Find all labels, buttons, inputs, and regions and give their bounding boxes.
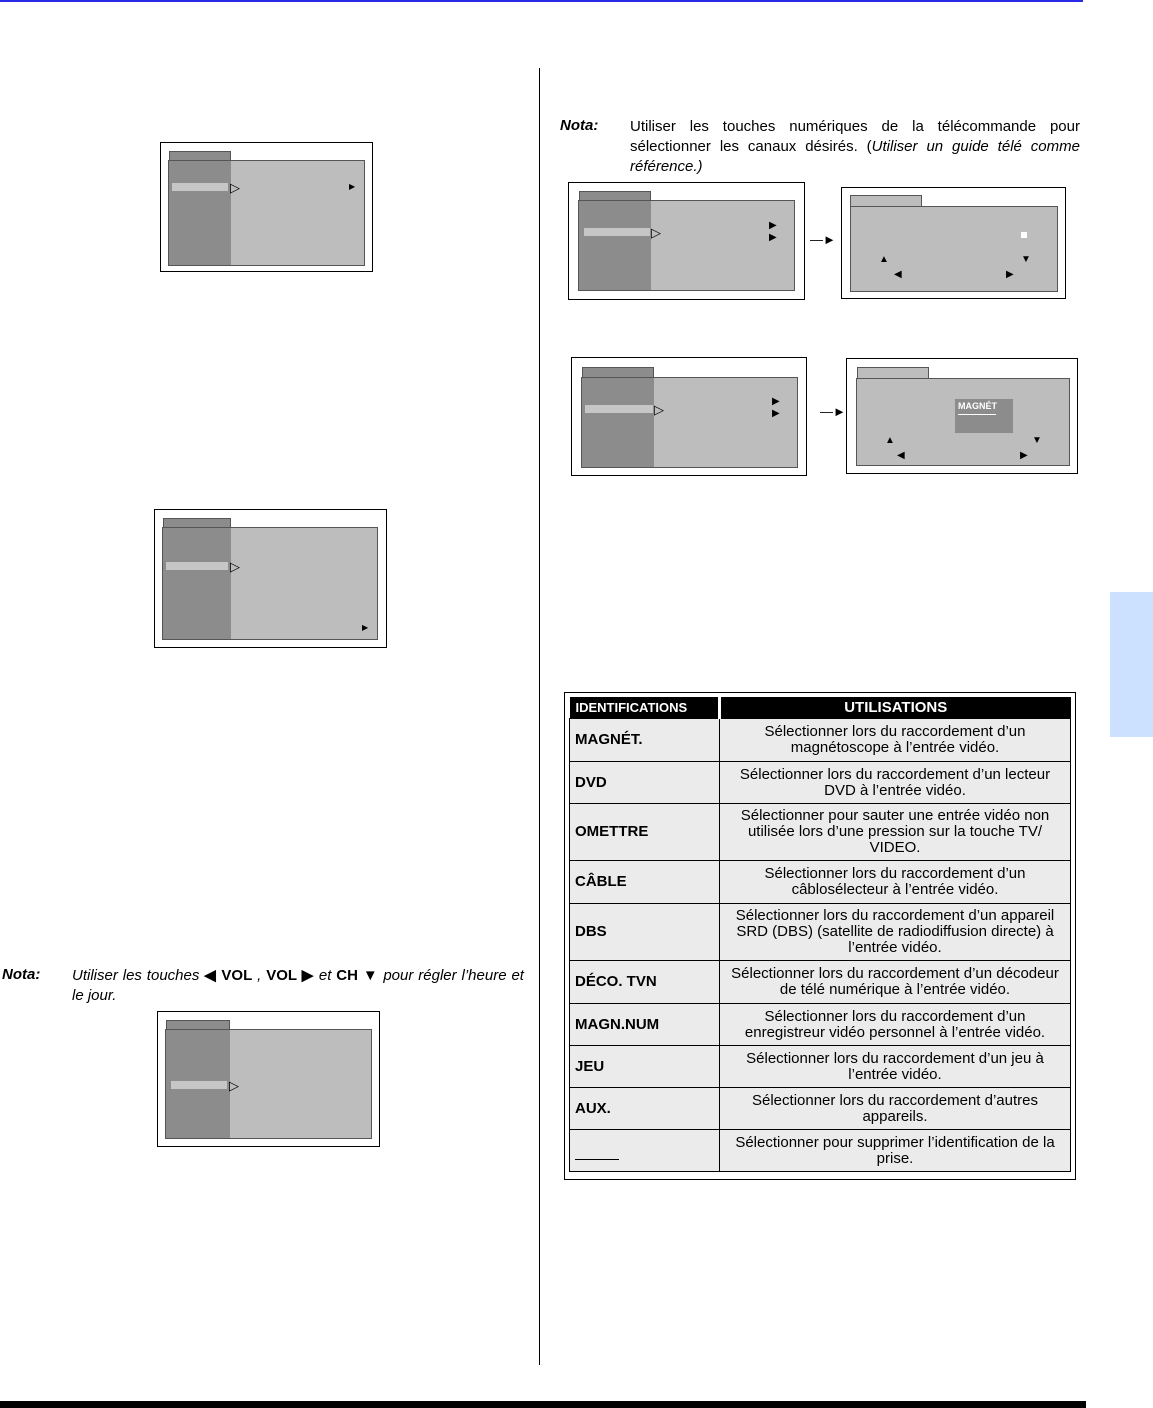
menu-screen-2 xyxy=(154,509,387,648)
menu-left-pane xyxy=(163,528,231,639)
row-use: Sélectionner lors du raccordement d’un enregistreur vidéo personnel à l’entrée vidéo. xyxy=(720,1004,1071,1046)
pointer-icon: ▷ xyxy=(230,180,240,195)
row-use: Sélectionner lors du raccordement d’un magnétoscope à l’entrée vidéo. xyxy=(720,719,1071,762)
pointer-icon: ▷ xyxy=(230,559,240,574)
note-label-right: Nota: xyxy=(560,117,599,134)
note-text-part: , xyxy=(252,967,267,984)
row-id: DÉCO. TVN xyxy=(570,961,720,1004)
note-label-left: Nota: xyxy=(2,966,41,983)
label-underline xyxy=(958,414,996,415)
table-row xyxy=(570,961,1071,1004)
flow-arrow-icon: —► xyxy=(820,404,846,419)
row-id: MAGN.NUM xyxy=(570,1004,720,1046)
pointer-icon: ▷ xyxy=(651,225,661,240)
row-id: MAGNÉT. xyxy=(570,719,720,762)
arrow-right-icon: ▶ xyxy=(1020,450,1028,461)
table-row xyxy=(570,719,1071,762)
label-screen xyxy=(846,358,1078,474)
note-text-italic: Utiliser un guide télé comme référence.) xyxy=(630,138,1080,175)
arrow-right-icon: ▶ xyxy=(362,623,369,632)
table-row xyxy=(570,804,1071,861)
row-use: Sélectionner lors du raccordement d’autres appareils. xyxy=(720,1088,1071,1130)
pointer-icon: ▷ xyxy=(229,1078,239,1093)
channel-screen xyxy=(841,187,1066,299)
ch-down-key: CH ▼ xyxy=(336,967,379,984)
arrow-left-icon: ◀ xyxy=(897,450,905,461)
row-use: Sélectionner lors du raccordement d’un lecteur DVD à l’entrée vidéo. xyxy=(720,762,1071,804)
row-id-blank xyxy=(570,1130,720,1172)
menu-left-pane xyxy=(169,161,231,265)
menu-panel xyxy=(168,160,365,266)
row-use: Sélectionner pour supprimer l’identification de la prise. xyxy=(720,1130,1071,1172)
arrow-down-icon: ▼ xyxy=(1021,254,1031,265)
arrow-right-icon: ▶ xyxy=(772,408,780,419)
menu-panel xyxy=(162,527,378,640)
menu-highlight xyxy=(166,562,228,570)
screen-label-text: MAGNÉT xyxy=(958,401,997,411)
pointer-icon: ▷ xyxy=(654,402,664,417)
row-id: AUX. xyxy=(570,1088,720,1130)
row-id: OMETTRE xyxy=(570,804,720,861)
row-use: Sélectionner lors du raccordement d’un câblosélecteur à l’entrée vidéo. xyxy=(720,861,1071,904)
menu-panel xyxy=(578,200,795,291)
table-row xyxy=(570,1088,1071,1130)
menu-panel xyxy=(850,206,1058,292)
menu-left-pane xyxy=(582,378,654,467)
menu-highlight xyxy=(584,228,650,236)
menu-highlight xyxy=(585,405,653,413)
header-identifications: IDENTIFICATIONS xyxy=(570,697,720,719)
menu-tab xyxy=(582,367,654,377)
column-divider xyxy=(539,68,540,1365)
arrow-right-icon: ▶ xyxy=(1006,269,1014,280)
table-row xyxy=(570,1046,1071,1088)
menu-screen-1 xyxy=(160,142,373,272)
note-text-part: et xyxy=(313,967,337,984)
menu-screen-4 xyxy=(568,182,805,300)
row-id: DBS xyxy=(570,904,720,961)
vol-left-key: ◀ VOL xyxy=(204,967,253,984)
note-text-part: pour régler l’heure et le jour. xyxy=(72,967,524,1004)
row-id: CÂBLE xyxy=(570,861,720,904)
menu-screen-5 xyxy=(571,357,807,476)
menu-highlight xyxy=(171,1081,227,1089)
identifications-table xyxy=(569,697,1071,1172)
note-text-part: Utiliser les touches xyxy=(72,967,205,984)
cursor-square-icon xyxy=(1021,232,1027,238)
note-text-right xyxy=(630,117,1080,177)
arrow-right-icon: ▶ xyxy=(772,396,780,407)
table-row xyxy=(570,762,1071,804)
arrow-up-icon: ▲ xyxy=(879,254,889,265)
table-row xyxy=(570,1004,1071,1046)
menu-left-pane xyxy=(579,201,651,290)
table-row xyxy=(570,904,1071,961)
table-row xyxy=(570,1130,1071,1172)
bottom-rule xyxy=(0,1401,1086,1408)
row-use: Sélectionner lors du raccordement d’un jeu à l’entrée vidéo. xyxy=(720,1046,1071,1088)
arrow-left-icon: ◀ xyxy=(894,269,902,280)
top-rule xyxy=(0,0,1083,2)
row-id: DVD xyxy=(570,762,720,804)
note-text-left xyxy=(72,966,524,1006)
row-id: JEU xyxy=(570,1046,720,1088)
menu-screen-3 xyxy=(157,1011,380,1147)
header-utilisations: UTILISATIONS xyxy=(720,697,1071,719)
arrow-right-icon: ▶ xyxy=(769,220,777,231)
row-use: Sélectionner lors du raccordement d’un appareil SRD (DBS) (satellite de radiodiffusion directe) à l’entrée vidéo. xyxy=(720,904,1071,961)
arrow-right-icon: ▶ xyxy=(349,182,356,191)
arrow-down-icon: ▼ xyxy=(1032,435,1042,446)
note-text-part: Utiliser les touches numériques de la télécommande pour sélectionner les canaux désirés. ( xyxy=(630,118,1080,155)
row-use: Sélectionner lors du raccordement d’un décodeur de télé numérique à l’entrée vidéo. xyxy=(720,961,1071,1004)
section-tab xyxy=(1110,592,1153,737)
table-row xyxy=(570,861,1071,904)
flow-arrow-icon: —► xyxy=(810,232,836,247)
vol-right-key: VOL ▶ xyxy=(266,967,314,984)
label-selection-box xyxy=(955,399,1013,433)
table-header-row xyxy=(570,697,1071,719)
menu-highlight xyxy=(172,183,228,191)
arrow-right-icon: ▶ xyxy=(769,232,777,243)
menu-panel xyxy=(165,1029,372,1139)
menu-panel xyxy=(856,378,1070,466)
row-use: Sélectionner pour sauter une entrée vidéo non utilisée lors d’une pression sur la touche TV/ VIDEO. xyxy=(720,804,1071,861)
menu-panel xyxy=(581,377,798,468)
blank-id-line xyxy=(575,1159,619,1160)
arrow-up-icon: ▲ xyxy=(885,435,895,446)
